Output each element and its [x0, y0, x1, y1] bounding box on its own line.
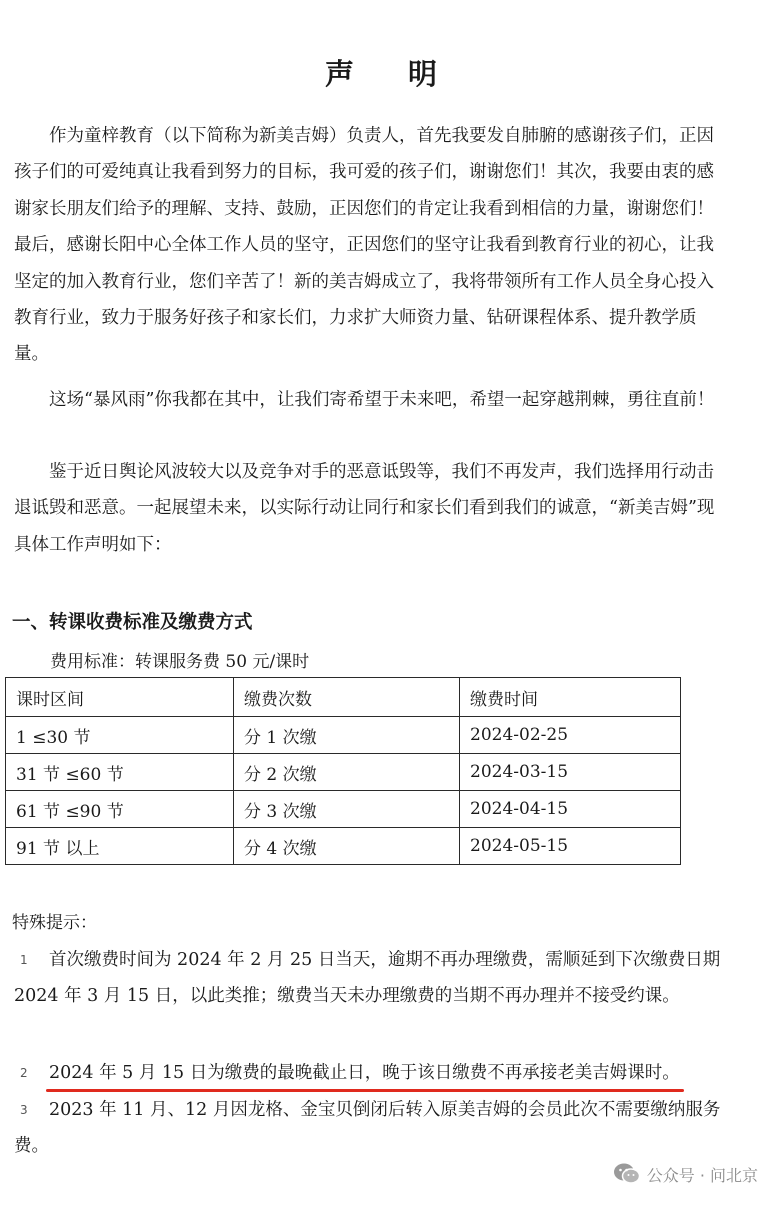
table-row — [6, 754, 681, 791]
table-cell: 分 3 次缴 — [234, 791, 460, 828]
table-row — [6, 791, 681, 828]
fee-table — [5, 677, 681, 865]
fee-standard: 费用标准：转课服务费 50 元/课时 — [50, 652, 310, 672]
table-cell: 1 ≤30 节 — [6, 717, 234, 754]
table-cell: 31 节 ≤60 节 — [6, 754, 234, 791]
wechat-icon — [613, 1162, 641, 1186]
statement-paragraph: 鉴于近日舆论风波较大以及竞争对手的恶意诋毁等，我们不再发声，我们选择用行动击退诋毁和恶意。一起展望未来，以实际行动让同行和家长们看到我们的诚意，“新美吉姆”现具体工作声明如下： — [14, 462, 715, 555]
table-cell: 2024-03-15 — [460, 754, 681, 791]
table-row — [6, 828, 681, 865]
table-cell: 2024-02-25 — [460, 717, 681, 754]
storm-paragraph: 这场“暴风雨”你我都在其中，让我们寄希望于未来吧，希望一起穿越荆棘，勇往直前！ — [49, 390, 715, 410]
notes-heading: 特殊提示： — [12, 913, 97, 933]
table-cell: 分 2 次缴 — [234, 754, 460, 791]
page-title: 声 明 — [324, 57, 460, 91]
note-item: 2023 年 11 月、12 月因龙格、金宝贝倒闭后转入原美吉姆的会员此次不需要缴纳服务费。 — [14, 1100, 721, 1157]
table-cell: 61 节 ≤90 节 — [6, 791, 234, 828]
intro-paragraph: 作为童梓教育（以下简称为新美吉姆）负责人，首先我要发自肺腑的感谢孩子们，正因孩子们的可爱纯真让我看到努力的目标，我可爱的孩子们，谢谢您们！其次，我要由衷的感谢家长朋友们给予的理解、支持、鼓励，正因您们的肯定让我看到相信的力量，谢谢您们！最后，感谢长阳中心全体工作人员的坚守，正因您们的坚守让我看到教育行业的初心，让我坚定的加入教育行业，您们辛苦了！新的美吉姆成立了，我将带领所有工作人员全身心投入教育行业，致力于服务好孩子和家长们，力求扩大师资力量、钻研课程体系、提升教学质量。 — [14, 126, 714, 365]
table-cell: 91 节 以上 — [6, 828, 234, 865]
table-row — [6, 717, 681, 754]
table-header-cell: 缴费时间 — [460, 678, 681, 717]
watermark-label: 公众号 · 问北京 — [646, 1165, 758, 1185]
note-item: 首次缴费时间为 2024 年 2 月 25 日当天，逾期不再办理缴费，需顺延到下次缴费日期 2024 年 3 月 15 日，以此类推；缴费当天未办理缴费的当期不再办理并不接受约课。 — [14, 950, 721, 1007]
note-item-highlighted: 2024 年 5 月 15 日为缴费的最晚截止日，晚于该日缴费不再承接老美吉姆课时。 — [49, 1063, 680, 1083]
table-header-cell: 课时区间 — [6, 678, 234, 717]
table-cell: 分 1 次缴 — [234, 717, 460, 754]
section-heading: 一、转课收费标准及缴费方式 — [12, 612, 253, 633]
table-cell: 2024-04-15 — [460, 791, 681, 828]
table-cell: 2024-05-15 — [460, 828, 681, 865]
table-cell: 分 4 次缴 — [234, 828, 460, 865]
note-number: 2 — [20, 1066, 28, 1080]
note-number: 3 — [20, 1103, 28, 1117]
watermark — [613, 1162, 758, 1186]
table-header-cell: 缴费次数 — [234, 678, 460, 717]
note-number: 1 — [20, 953, 28, 967]
table-header-row — [6, 678, 681, 717]
